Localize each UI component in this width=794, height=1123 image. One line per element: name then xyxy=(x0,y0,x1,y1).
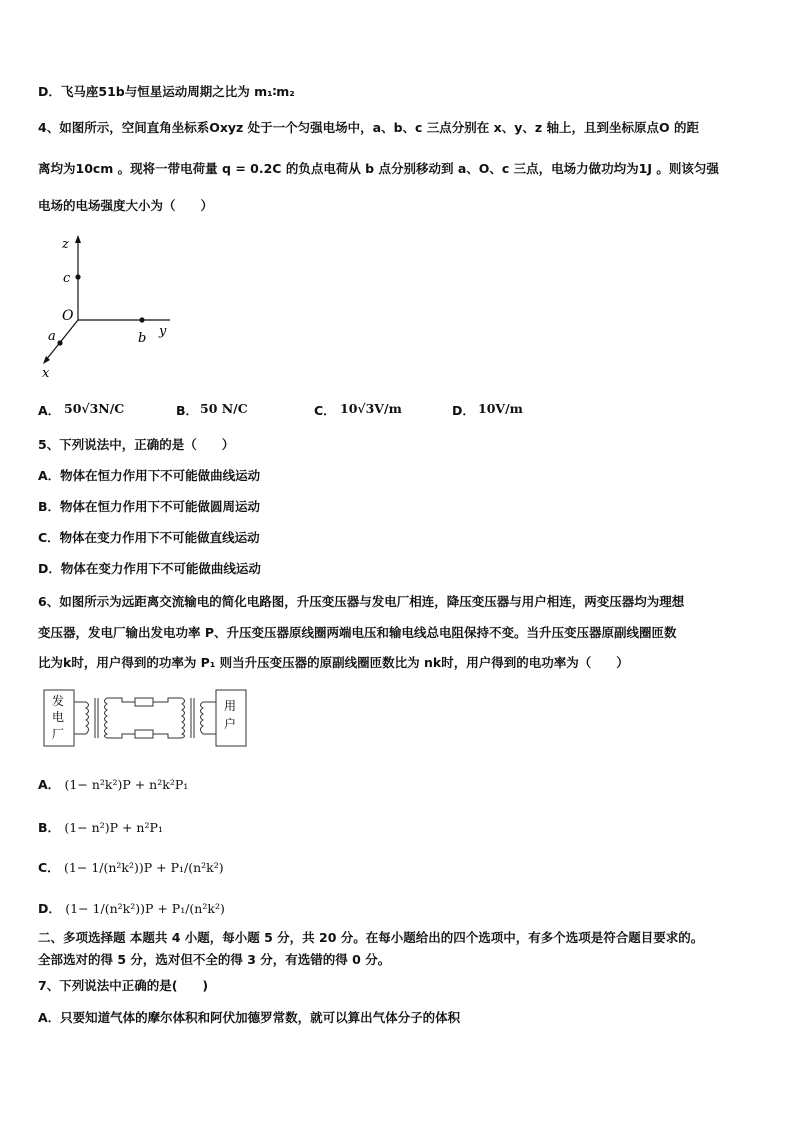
q6-option-c-label: C． xyxy=(38,860,60,875)
plant-char-2: 电 xyxy=(52,710,65,724)
q4-stem-line1: 4、如图所示，空间直角坐标系Oxyz 处于一个匀强电场中，a、b、c 三点分别在 x、y、z 轴上，且到坐标原点O 的距 xyxy=(38,120,699,135)
q6-option-d-label: D． xyxy=(38,901,61,916)
q4-option-c-label: C． xyxy=(314,403,336,418)
q4-option-a-label: A． xyxy=(38,403,61,418)
q6-option-b-label: B． xyxy=(38,820,61,835)
q4-option-d-label: D． xyxy=(452,403,475,418)
q5-option-d: D．物体在变力作用下不可能做曲线运动 xyxy=(38,561,261,576)
origin-label-o: O xyxy=(62,308,74,324)
q6-circuit-figure xyxy=(40,688,252,750)
point-label-a: a xyxy=(48,329,56,344)
q6-option-a-value: (1− n²k²)P + n²k²P₁ xyxy=(64,777,189,792)
q6-option-b-value: (1− n²)P + n²P₁ xyxy=(64,820,163,835)
q4-option-d-value: 10V/m xyxy=(478,401,523,416)
q7-stem: 7、下列说法中正确的是( ) xyxy=(38,978,209,993)
axis-label-z: z xyxy=(62,237,69,252)
plant-char-1: 发 xyxy=(52,694,65,708)
point-label-c: c xyxy=(63,271,71,286)
q6-option-c xyxy=(38,858,224,876)
user-char-2: 户 xyxy=(224,717,237,731)
axis-label-x: x xyxy=(42,366,50,380)
q6-option-a xyxy=(38,775,188,793)
q3-option-d: D．飞马座51b与恒星运动周期之比为 m₁∶m₂ xyxy=(38,84,295,99)
q7-option-a: A．只要知道气体的摩尔体积和阿伏加德罗常数，就可以算出气体分子的体积 xyxy=(38,1010,461,1025)
q5-option-a: A．物体在恒力作用下不可能做曲线运动 xyxy=(38,468,261,483)
q4-option-a-value: 50√3N/C xyxy=(64,401,125,416)
q6-stem-line1: 6、如图所示为远距离交流输电的简化电路图，升压变压器与发电厂相连，降压变压器与用户相连，两变压器均为理想 xyxy=(38,594,685,609)
section2-line1: 二、多项选择题 本题共 4 小题，每小题 5 分，共 20 分。在每小题给出的四个选项中，有多个选项是符合题目要求的。 xyxy=(38,930,704,945)
q6-option-d xyxy=(38,899,225,917)
q5-option-c: C．物体在变力作用下不可能做直线运动 xyxy=(38,530,260,545)
q6-option-c-value: (1− 1/(n²k²))P + P₁/(n²k²) xyxy=(64,860,224,875)
q5-stem: 5、下列说法中，正确的是（ ） xyxy=(38,437,235,452)
q6-option-b xyxy=(38,818,163,836)
q4-option-b-value: 50 N/C xyxy=(200,401,248,416)
section2-line2: 全部选对的得 5 分，选对但不全的得 3 分，有选错的得 0 分。 xyxy=(38,952,391,967)
q4-option-b-label: B． xyxy=(176,403,199,418)
plant-char-3: 厂 xyxy=(52,727,65,741)
q6-option-a-label: A． xyxy=(38,777,61,792)
q4-stem-line2: 离均为10cm 。现将一带电荷量 q = 0.2C 的负点电荷从 b 点分别移动到 a、O、c 三点，电场力做功均为1J 。则该匀强 xyxy=(38,161,719,176)
point-label-b: b xyxy=(138,331,147,346)
axis-label-y: y xyxy=(159,324,167,339)
q5-option-b: B．物体在恒力作用下不可能做圆周运动 xyxy=(38,499,261,514)
q4-coordinate-figure xyxy=(34,232,184,380)
user-char-1: 用 xyxy=(224,699,237,713)
q6-stem-line3: 比为k时，用户得到的功率为 P₁ 则当升压变压器的原副线圈匝数比为 nk时，用户得到的电功率为（ ） xyxy=(38,655,629,670)
q6-option-d-value: (1− 1/(n²k²))P + P₁/(n²k²) xyxy=(65,901,225,916)
q6-stem-line2: 变压器，发电厂输出发电功率 P、升压变压器原线圈两端电压和输电线总电阻保持不变。当升压变压器原副线圈匝数 xyxy=(38,625,677,640)
q4-stem-line3: 电场的电场强度大小为（ ） xyxy=(38,198,214,213)
q4-option-c-value: 10√3V/m xyxy=(340,401,402,416)
